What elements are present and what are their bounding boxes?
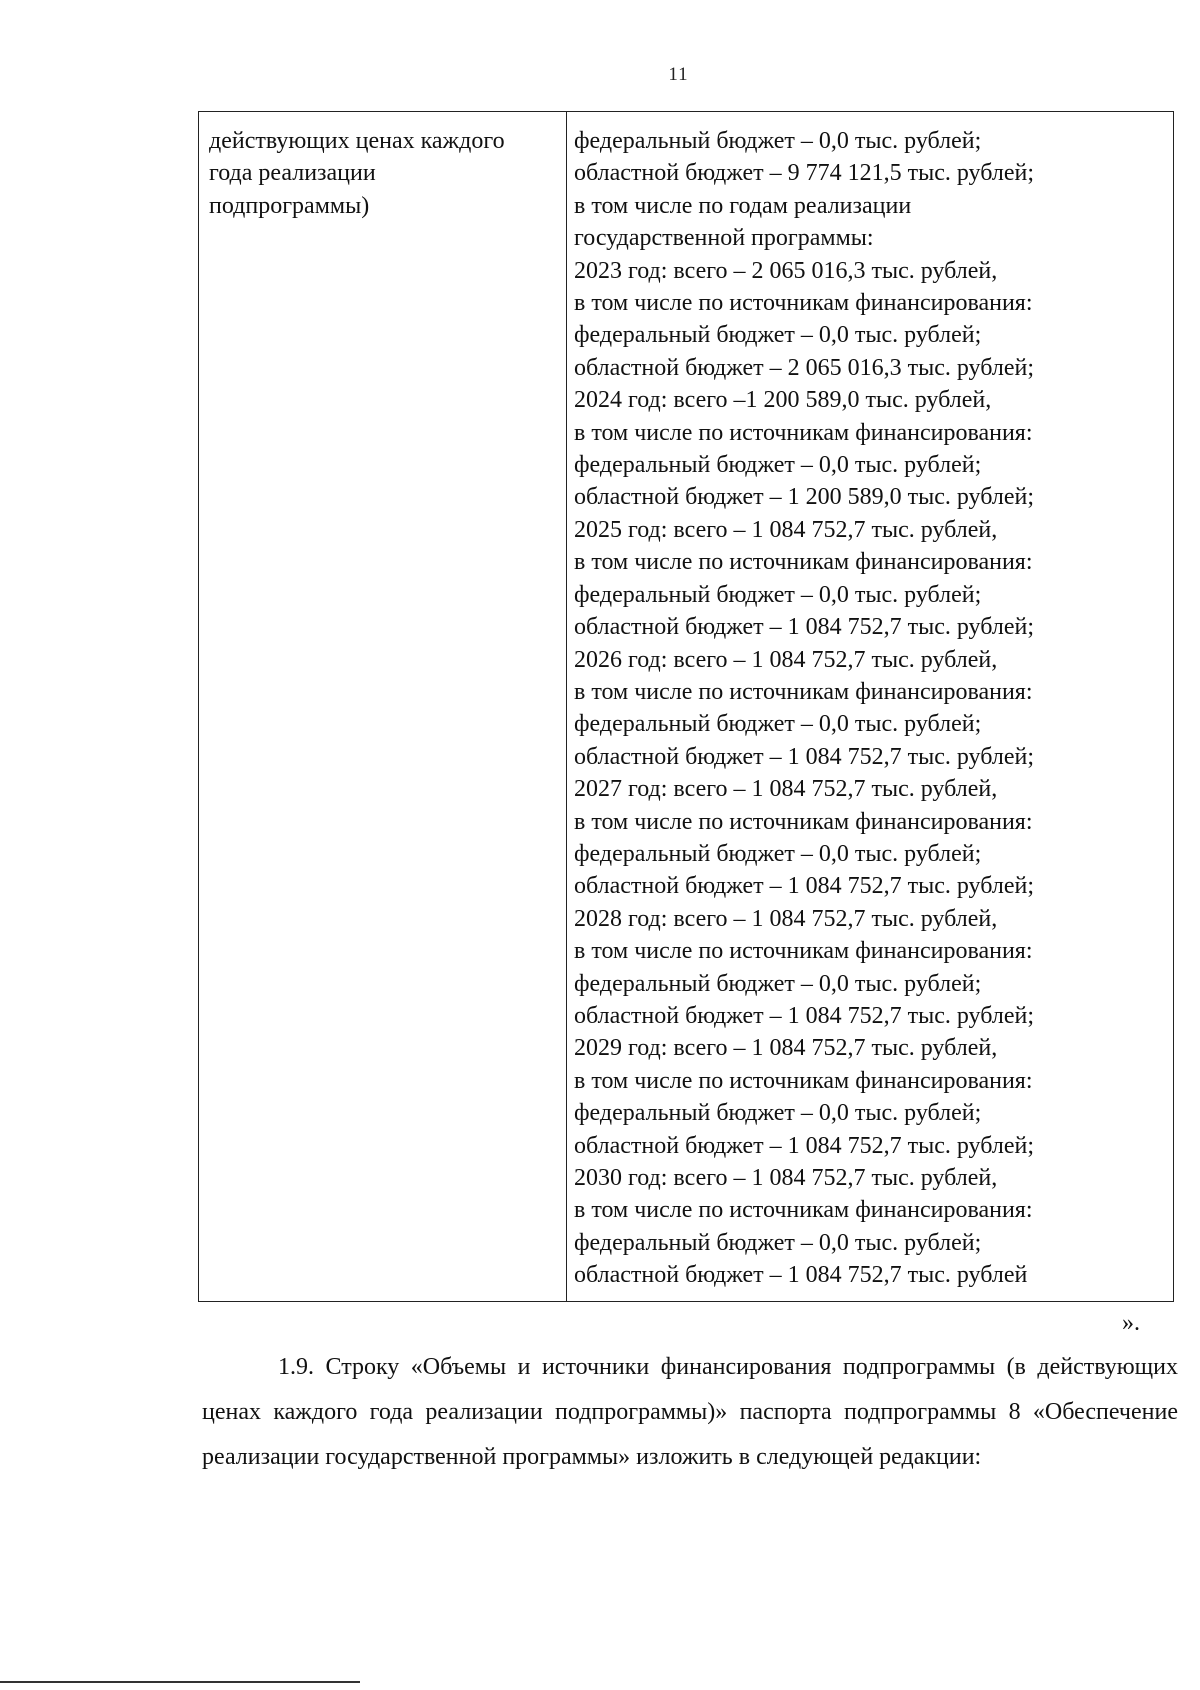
table-cell-label <box>209 125 569 222</box>
label-line: подпрограммы) <box>209 192 370 219</box>
funding-line: 2024 год: всего –1 200 589,0 тыс. рублей, <box>574 387 992 414</box>
funding-line: в том числе по источникам финансирования: <box>574 549 1033 576</box>
funding-line: в том числе по источникам финансирования: <box>574 290 1033 317</box>
funding-line: областной бюджет – 1 200 589,0 тыс. рублей; <box>574 484 1034 511</box>
funding-line: в том числе по источникам финансирования: <box>574 1197 1033 1224</box>
passport-table <box>198 111 1174 1302</box>
label-line: года реализации <box>209 160 376 187</box>
funding-line: 2028 год: всего – 1 084 752,7 тыс. рублей, <box>574 905 998 932</box>
funding-line: областной бюджет – 1 084 752,7 тыс. рублей; <box>574 1002 1034 1029</box>
funding-line: в том числе по годам реализации <box>574 192 912 219</box>
funding-line: федеральный бюджет – 0,0 тыс. рублей; <box>574 581 982 608</box>
funding-line: федеральный бюджет – 0,0 тыс. рублей; <box>574 1229 982 1256</box>
bottom-rule <box>0 1681 360 1683</box>
funding-line: областной бюджет – 1 084 752,7 тыс. рублей; <box>574 743 1034 770</box>
funding-line: федеральный бюджет – 0,0 тыс. рублей; <box>574 840 982 867</box>
funding-line: в том числе по источникам финансирования: <box>574 678 1033 705</box>
funding-line: 2025 год: всего – 1 084 752,7 тыс. рублей, <box>574 516 998 543</box>
funding-line: областной бюджет – 1 084 752,7 тыс. рублей; <box>574 873 1034 900</box>
funding-line: 2023 год: всего – 2 065 016,3 тыс. рублей, <box>574 257 998 284</box>
label-line: действующих ценах каждого <box>209 128 505 154</box>
funding-line: в том числе по источникам финансирования: <box>574 808 1033 835</box>
funding-line: в том числе по источникам финансирования: <box>574 419 1033 446</box>
funding-line: областной бюджет – 2 065 016,3 тыс. рублей; <box>574 354 1034 381</box>
funding-line: федеральный бюджет – 0,0 тыс. рублей; <box>574 970 982 997</box>
funding-line: федеральный бюджет – 0,0 тыс. рублей; <box>574 711 982 738</box>
funding-line: государственной программы: <box>574 225 874 252</box>
table-cell-value <box>574 125 1169 1292</box>
funding-line: в том числе по источникам финансирования: <box>574 1067 1033 1094</box>
body-paragraph: 1.9. Строку «Объемы и источники финансирования подпрограммы (в действующих ценах каждого года реализации подпрограммы)» паспорта подпрограммы 8 «Обеспечение реализации государственной программы» изложить в следующей редакции: <box>202 1354 1178 1470</box>
funding-line: федеральный бюджет – 0,0 тыс. рублей; <box>574 322 982 349</box>
funding-line: 2029 год: всего – 1 084 752,7 тыс. рублей, <box>574 1035 998 1062</box>
closing-quote: ». <box>1122 1310 1140 1336</box>
funding-line: областной бюджет – 1 084 752,7 тыс. рублей <box>574 1262 1028 1289</box>
funding-line: федеральный бюджет – 0,0 тыс. рублей; <box>574 128 982 154</box>
funding-line: областной бюджет – 9 774 121,5 тыс. рублей; <box>574 160 1034 187</box>
funding-line: 2027 год: всего – 1 084 752,7 тыс. рублей, <box>574 776 998 803</box>
funding-line: областной бюджет – 1 084 752,7 тыс. рублей; <box>574 1132 1034 1159</box>
funding-line: 2026 год: всего – 1 084 752,7 тыс. рублей, <box>574 646 998 673</box>
column-divider <box>566 112 567 1301</box>
funding-line: областной бюджет – 1 084 752,7 тыс. рублей; <box>574 614 1034 641</box>
funding-line: федеральный бюджет – 0,0 тыс. рублей; <box>574 452 982 479</box>
funding-line: федеральный бюджет – 0,0 тыс. рублей; <box>574 1100 982 1127</box>
funding-line: 2030 год: всего – 1 084 752,7 тыс. рублей, <box>574 1165 998 1191</box>
page-number: 11 <box>668 64 689 85</box>
funding-line: в том числе по источникам финансирования: <box>574 938 1033 965</box>
